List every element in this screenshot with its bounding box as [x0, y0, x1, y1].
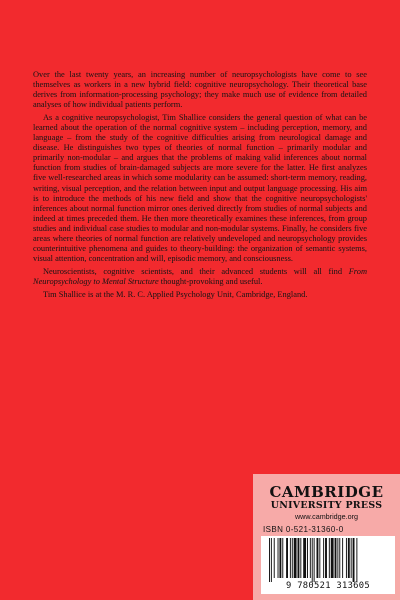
publisher-panel: [253, 474, 400, 600]
barcode-icon: [267, 538, 391, 582]
isbn-label: ISBN 0-521-31360-0: [263, 525, 344, 534]
publisher-subname: UNIVERSITY PRESS: [270, 500, 383, 511]
author-note: Tim Shallice is at the M. R. C. Applied Psychology Unit, Cambridge, England.: [43, 289, 308, 299]
blurb-text: [33, 70, 367, 303]
blurb-text-span: thought-provoking and useful.: [158, 276, 263, 286]
publisher-url: www.cambridge.org: [294, 512, 359, 521]
blurb-text-span: Neuroscientists, cognitive scientists, and their advanced students will all find: [43, 266, 349, 276]
blurb-paragraph: [33, 267, 367, 287]
blurb-paragraph: As a cognitive neuropsychologist, Tim Shallice considers the general question of what can be learned about the operation of the normal cognitive system – including perception, memory, and language – from the study of the cognitive difficulties arising from neurological damage and disease. He distinguishes two types of theories of normal function – primarily modular and primarily non-modular – and argues that the problems of making valid inferences about normal function from studies of brain-damaged subjects are more severe for the latter. He first analyzes five well-researched areas in which some modularity can be assumed: short-term memory, reading, writing, visual perception, and the relation between input and output language processing. His aim is to introduce the methods of his new field and show that the cognitive neuropsychologists' inferences about normal function mirror ones derived directly from studies of normal subjects and indeed at times preceded them. He then more theoretically examines these inferences, from group studies and individual case studies to modular and non-modular systems. Finally, he considers five areas where theories of normal function are relatively undeveloped and neuropsychology provides counterintuitive phenomena and guides to theory-building: the organization of semantic systems, visual attention, concentration and will, episodic memory, and consciousness.: [33, 113, 367, 263]
blurb-paragraph: Over the last twenty years, an increasing number of neuropsychologists have come to see themselves as workers in a new hybrid field: cognitive neuropsychology. Their theoretical base derives from information-processing psychology; they make much use of evidence from detailed analyses of how individual patients perform.: [33, 70, 367, 110]
barcode-digits: 9 780521 313605: [286, 581, 370, 591]
book-title: From Neuropsychology to Mental Structure: [33, 266, 367, 286]
publisher-name: CAMBRIDGE: [269, 483, 384, 501]
